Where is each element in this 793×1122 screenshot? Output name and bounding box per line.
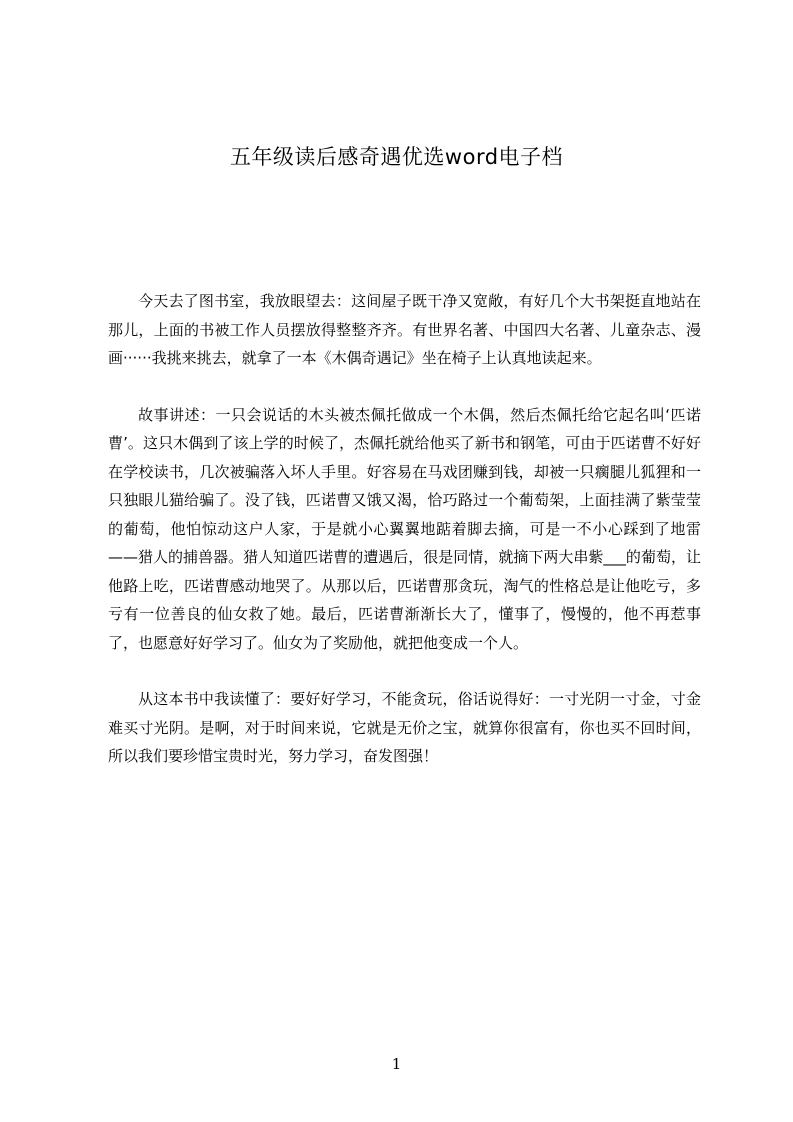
paragraph-story-summary: 故事讲述：一只会说话的木头被杰佩托做成一个木偶，然后杰佩托给它起名叫‘匹诺曹’。这只木偶到了该上学的时候了，杰佩托就给他买了新书和钢笔，可由于匹诺曹不好好在学校读书，几次被骗落入坏人手里。好容易在马戏团赚到钱，却被一只瘸腿儿狐狸和一只独眼儿猫给骗了。没了钱，匹诺曹又饿又渴，恰巧路过一个葡萄架，上面挂满了紫莹莹的葡萄，他怕惊动这户人家，于是就小心翼翼地踮着脚去摘，可是一不小心踩到了地雷——猎人的捕兽器。猎人知道匹诺曹的遭遇后，很是同情，就摘下两大串紫___的葡萄，让他路上吃，匹诺曹感动地哭了。从那以后，匹诺曹那贪玩，淘气的性格总是让他吃亏，多亏有一位善良的仙女救了她。最后，匹诺曹渐渐长大了，懂事了，慢慢的，他不再惹事了，也愿意好好学习了。仙女为了奖励他，就把他变成一个人。 — [108, 405, 701, 652]
paragraph-lesson-learned: 从这本书中我读懂了：要好好学习，不能贪玩，俗话说得好：一寸光阴一寸金，寸金难买寸光阴。是啊，对于时间来说，它就是无价之宝，就算你很富有，你也买不回时间，所以我们要珍惜宝贵时光，努力学习，奋发图强！ — [108, 690, 701, 765]
page-number: 1 — [391, 1055, 402, 1073]
document-title: 五年级读后感奇遇优选word电子档 — [229, 145, 564, 169]
paragraph-library-visit: 今天去了图书室，我放眼望去：这间屋子既干净又宽敞，有好几个大书架挺直地站在那儿，上面的书被工作人员摆放得整整齐齐。有世界名著、中国四大名著、儿童杂志、漫画······我挑来挑去，就拿了一本《木偶奇遇记》坐在椅子上认真地读起来。 — [108, 292, 701, 367]
document-body — [108, 287, 701, 771]
